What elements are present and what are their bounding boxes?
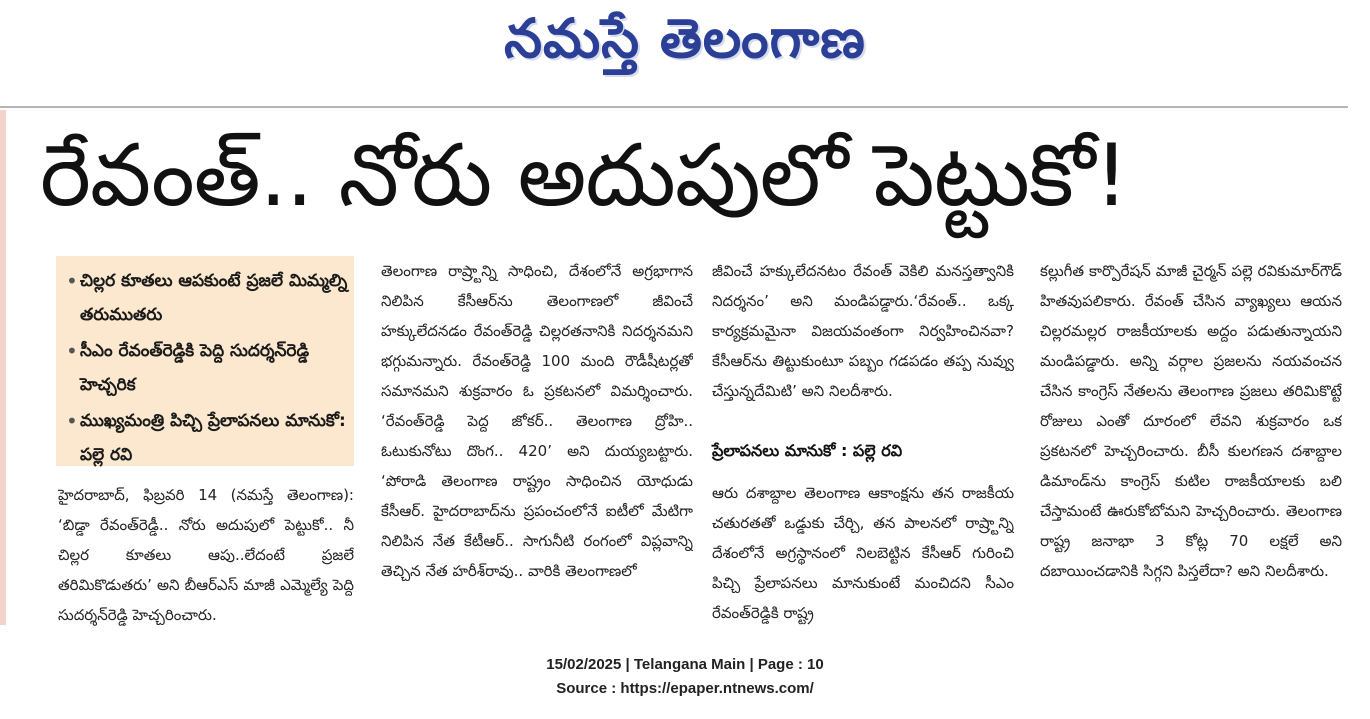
article-column-3-bottom: ఆరు దశాబ్దాల తెలంగాణ ఆకాంక్షను తన రాజకీయ చతురతతో ఒడ్డుకు చేర్చి, తన పాలనలో రాష్ర్టాన్ని దేశంలోనే అగ్రస్థానంలో నిలబెట్టిన కేసీఆర్ గురించి పిచ్చి ప్రేలాపనలు మానుకుంటే మంచిదని సీఎం రేవంత్‌రెడ్డికి రాష్ట్ర: [712, 484, 1014, 622]
highlight-text: సీఎం రేవంత్‌రెడ్డికి పెద్ది సుదర్శన్‌రెడ్డి హెచ్చరిక: [80, 341, 310, 395]
footer-date-page: 15/02/2025 | Telangana Main | Page : 10: [546, 656, 824, 673]
bullet-icon: •: [66, 409, 78, 433]
highlight-text: చిల్లర కూతలు ఆపకుంటే ప్రజలే మిమ్మల్ని తరుముతరు: [80, 271, 348, 325]
bullet-icon: •: [66, 269, 78, 293]
highlight-text: ముఖ్యమంత్రి పిచ్చి ప్రేలాపనలు మానుకో: పల్లె రవి: [80, 411, 346, 465]
article-subheading: ప్రేలాపనలు మానుకో : పల్లె రవి: [712, 441, 903, 460]
highlight-item: [66, 264, 348, 332]
article-column-1: హైదరాబాద్, ఫిబ్రవరి 14 (నమస్తే తెలంగాణ): ‘బిడ్డా రేవంత్‌రెడ్డీ.. నోరు అదుపులో పెట్టుకో.. నీ చిల్లర కూతలు ఆపు..లేదంటే ప్రజలే తరిమికొడుతరు’ అని బీఆర్‌ఎస్ మాజీ ఎమ్మెల్యే పెద్ది సుదర్శన్‌రెడ్డి హెచ్చరించారు.: [58, 486, 354, 624]
highlight-item: [66, 334, 348, 402]
header-divider: [0, 106, 1348, 108]
article-headline: రేవంత్.. నోరు అదుపులో పెట్టుకో!: [40, 126, 1128, 226]
highlights-box: [56, 256, 354, 466]
left-accent-strip: [0, 110, 6, 625]
article-column-3-top: జీవించే హక్కులేదనటం రేవంత్ వెకిలి మనస్తత్వానికి నిదర్శనం’ అని మండిపడ్డారు.‘రేవంత్.. ఒక్క కార్యక్రమమైనా విజయవంతంగా నిర్వహించినవా? కేసీఆర్‌ను తిట్టుకుంటూ పబ్బం గడపడం తప్ప నువ్వు చేస్తున్నదేమిటి’ అని నిలదీశారు.: [712, 262, 1014, 400]
masthead: [0, 0, 1370, 80]
highlight-item: [66, 404, 348, 472]
newspaper-logo: నమస్తే తెలంగాణ: [504, 7, 866, 70]
footer-source: Source : https://epaper.ntnews.com/: [556, 680, 814, 697]
bullet-icon: •: [66, 339, 78, 363]
article-column-2: తెలంగాణ రాష్ర్టాన్ని సాధించి, దేశంలోనే అగ్రభాగాన నిలిపిన కేసీఆర్‌ను తెలంగాణలో జీవించే హక్కులేదనడం రేవంత్‌రెడ్డి చిల్లరతనానికి నిదర్శనమని భగ్గుమన్నారు. రేవంత్‌రెడ్డి 100 మంది రౌడీషీటర్లతో సమానమని శుక్రవారం ఓ ప్రకటనలో విమర్శించారు. ‘రేవంత్‌రెడ్డి పెద్ద జోకర్.. తెలంగాణ ద్రోహి.. ఓటుకునోటు దొంగ.. 420’ అని దుయ్యబట్టారు. ‘పోరాడి తెలంగాణ రాష్ట్రం సాధించిన యోధుడు కేసీఆర్. హైదరాబాద్‌ను ప్రపంచంలోనే ఐటీలో మేటిగా నిలిపిన నేత కేటీఆర్.. సాగునీటి రంగంలో విప్లవాన్ని తెచ్చిన నేత హరీశ్‌రావు.. వారికి తెలంగాణలో: [381, 262, 693, 580]
article-column-4: కల్లుగీత కార్పొరేషన్ మాజీ చైర్మన్ పల్లె రవికుమార్‌గౌడ్ హితవుపలికారు. రేవంత్ చేసిన వ్యాఖ్యలు ఆయన చిల్లరమల్లర రాజకీయాలకు అద్దం పడుతున్నాయని మండిపడ్డారు. అన్ని వర్గాల ప్రజలను నయవంచన చేసిన కాంగ్రెస్ నేతలను తెలంగాణ ప్రజలు తరిమికొట్టే రోజులు ఎంతో దూరంలో లేవని శుక్రవారం ఒక ప్రకటనలో హెచ్చరించారు. బీసీ కులగణన దశాబ్దాల డిమాండ్‌ను కాంగ్రెస్ కుటిల రాజకీయాలకు బలి చేస్తామంటే ఊరుకోబోమని హెచ్చరించారు. తెలంగాణ రాష్ట్ర జనాభా 3 కోట్ల 70 లక్షలే అని దబాయించడానికి సిగ్గని పిస్తలేదా? అని నిలదీశారు.: [1040, 262, 1342, 580]
